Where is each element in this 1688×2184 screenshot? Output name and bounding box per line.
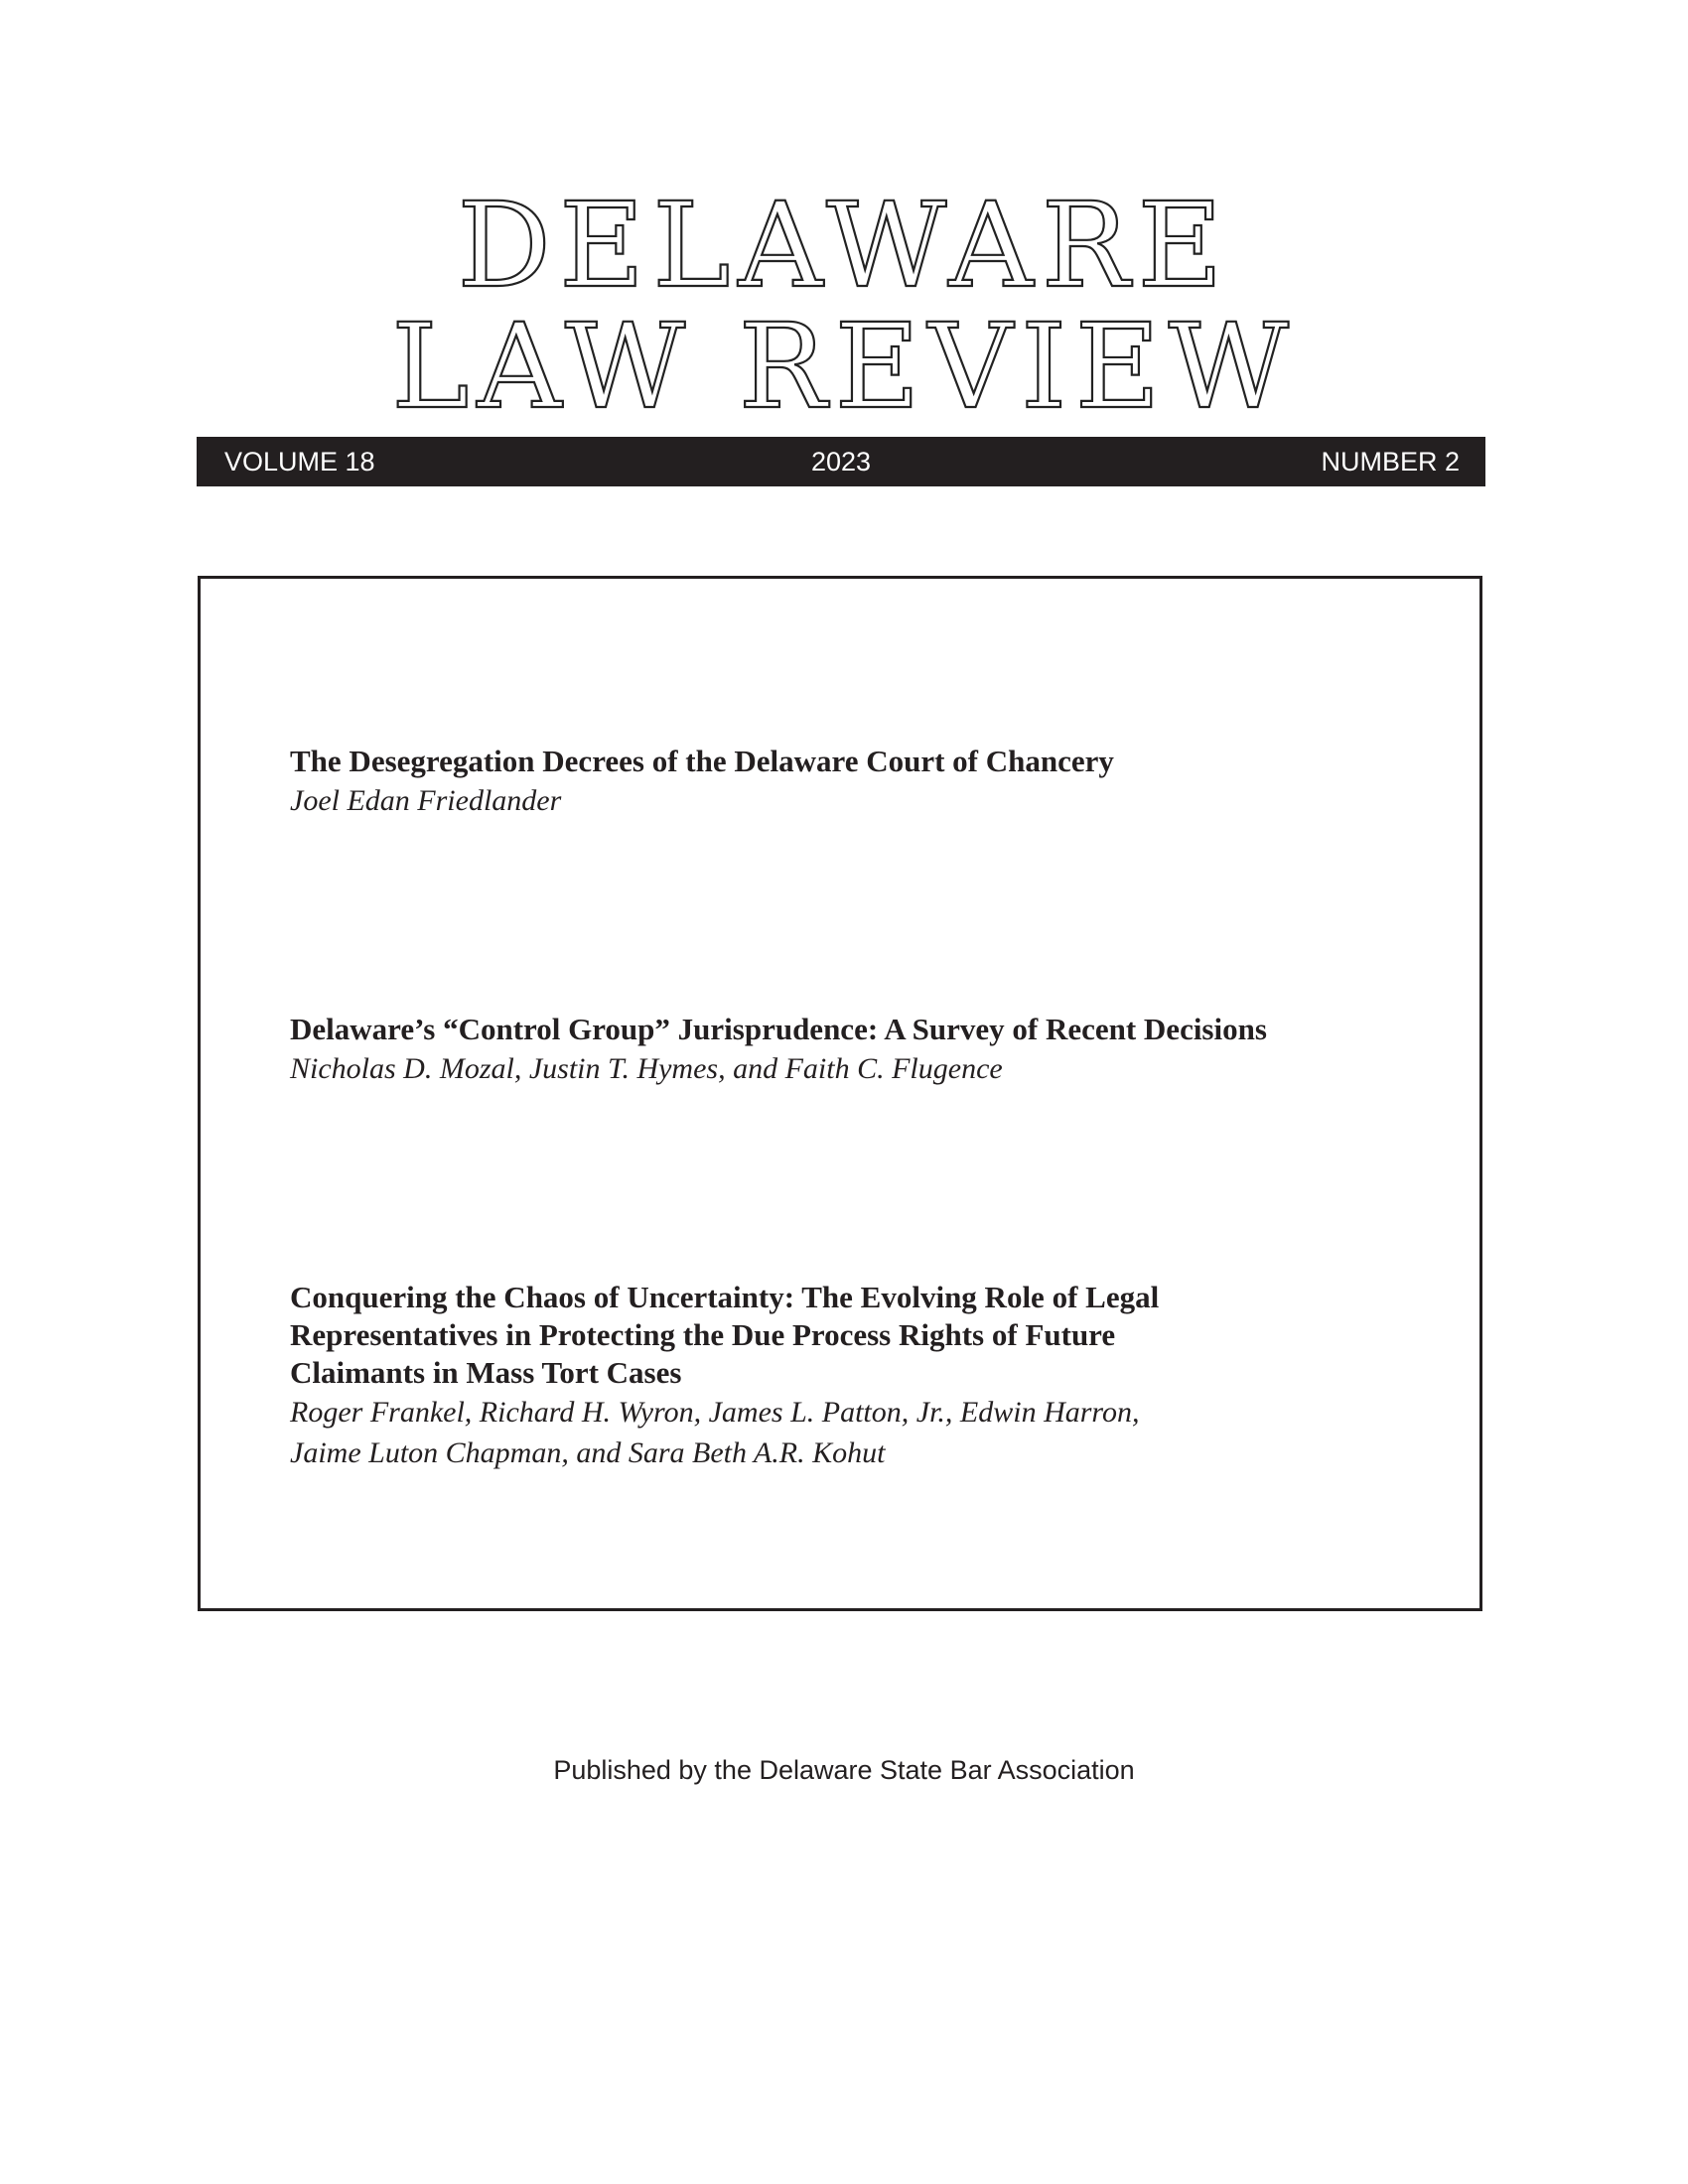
publisher-credit: Published by the Delaware State Bar Association xyxy=(553,1755,1135,1785)
article-entry xyxy=(290,743,1402,821)
article-entry xyxy=(290,1279,1402,1473)
article-authors: Joel Edan Friedlander xyxy=(290,784,562,817)
journal-title-line-1: DELAWARE xyxy=(457,177,1231,314)
issue-bar xyxy=(197,437,1485,486)
volume-label: VOLUME 18 xyxy=(224,447,375,477)
table-of-contents xyxy=(198,576,1482,1611)
article-title: The Desegregation Decrees of the Delaware Court of Chancery xyxy=(290,744,1114,778)
article-authors: Nicholas D. Mozal, Justin T. Hymes, and Faith C. Flugence xyxy=(290,1052,1003,1085)
journal-title-line-2: LAW REVIEW xyxy=(391,298,1297,435)
year-label: 2023 xyxy=(810,447,872,477)
article-authors: Roger Frankel, Richard H. Wyron, James L. Patton, Jr., Edwin Harron, Jaime Luton Chapman, and Sara Beth A.R. Kohut xyxy=(290,1396,1140,1469)
number-label: NUMBER 2 xyxy=(1321,447,1460,477)
article-title: Delaware’s “Control Group” Jurisprudence: A Survey of Recent Decisions xyxy=(290,1012,1267,1046)
article-title: Conquering the Chaos of Uncertainty: The Evolving Role of Legal Representatives in Protecting the Due Process Rights of Future Claimants in Mass Tort Cases xyxy=(290,1280,1160,1390)
article-entry xyxy=(290,1011,1402,1089)
